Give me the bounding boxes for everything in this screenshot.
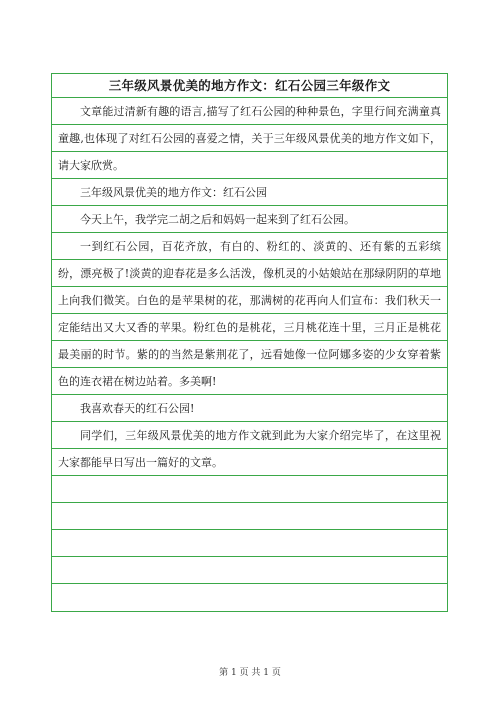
blank-ruled-line [52,584,447,611]
paragraph-opening: 今天上午，我学完二胡之后和妈妈一起来到了红石公园。 [52,206,447,233]
document-title: 三年级风景优美的地方作文：红石公园三年级作文 [52,74,447,98]
paragraph-subtitle: 三年级风景优美的地方作文：红石公园 [52,179,447,206]
essay-sheet [51,73,448,612]
paragraph-intro: 文章能过清新有趣的语言,描写了红石公园的种种景色，字里行间充满童真童趣,也体现了对红石公园的喜爱之情，关于三年级风景优美的地方作文如下，请大家欣赏。 [52,98,447,179]
paragraph-closing: 我喜欢春天的红石公园! [52,395,447,422]
blank-ruled-line [52,557,447,584]
paragraph-flowers: 一到红石公园，百花齐放，有白的、粉红的、淡黄的、还有紫的五彩缤纷，漂亮极了!淡黄的迎春花是多么活泼，像机灵的小姑娘站在那绿阴阴的草地上向我们微笑。白色的是苹果树的花，那满树的花再向人们宣布：我们秋天一定能结出又大又香的苹果。粉红色的是桃花，三月桃花连十里，三月正是桃花最美丽的时节。紫的的当然是紫荆花了，远看她像一位阿娜多姿的少女穿着紫色的连衣裙在树边站着。多美啊! [52,233,447,395]
blank-ruled-line [52,503,447,530]
paragraph-conclusion: 同学们，三年级风景优美的地方作文就到此为大家介绍完毕了，在这里祝大家都能早日写出一篇好的文章。 [52,422,447,476]
blank-ruled-line [52,530,447,557]
page-number: 第 1 页 共 1 页 [219,668,281,678]
blank-ruled-line [52,476,447,503]
